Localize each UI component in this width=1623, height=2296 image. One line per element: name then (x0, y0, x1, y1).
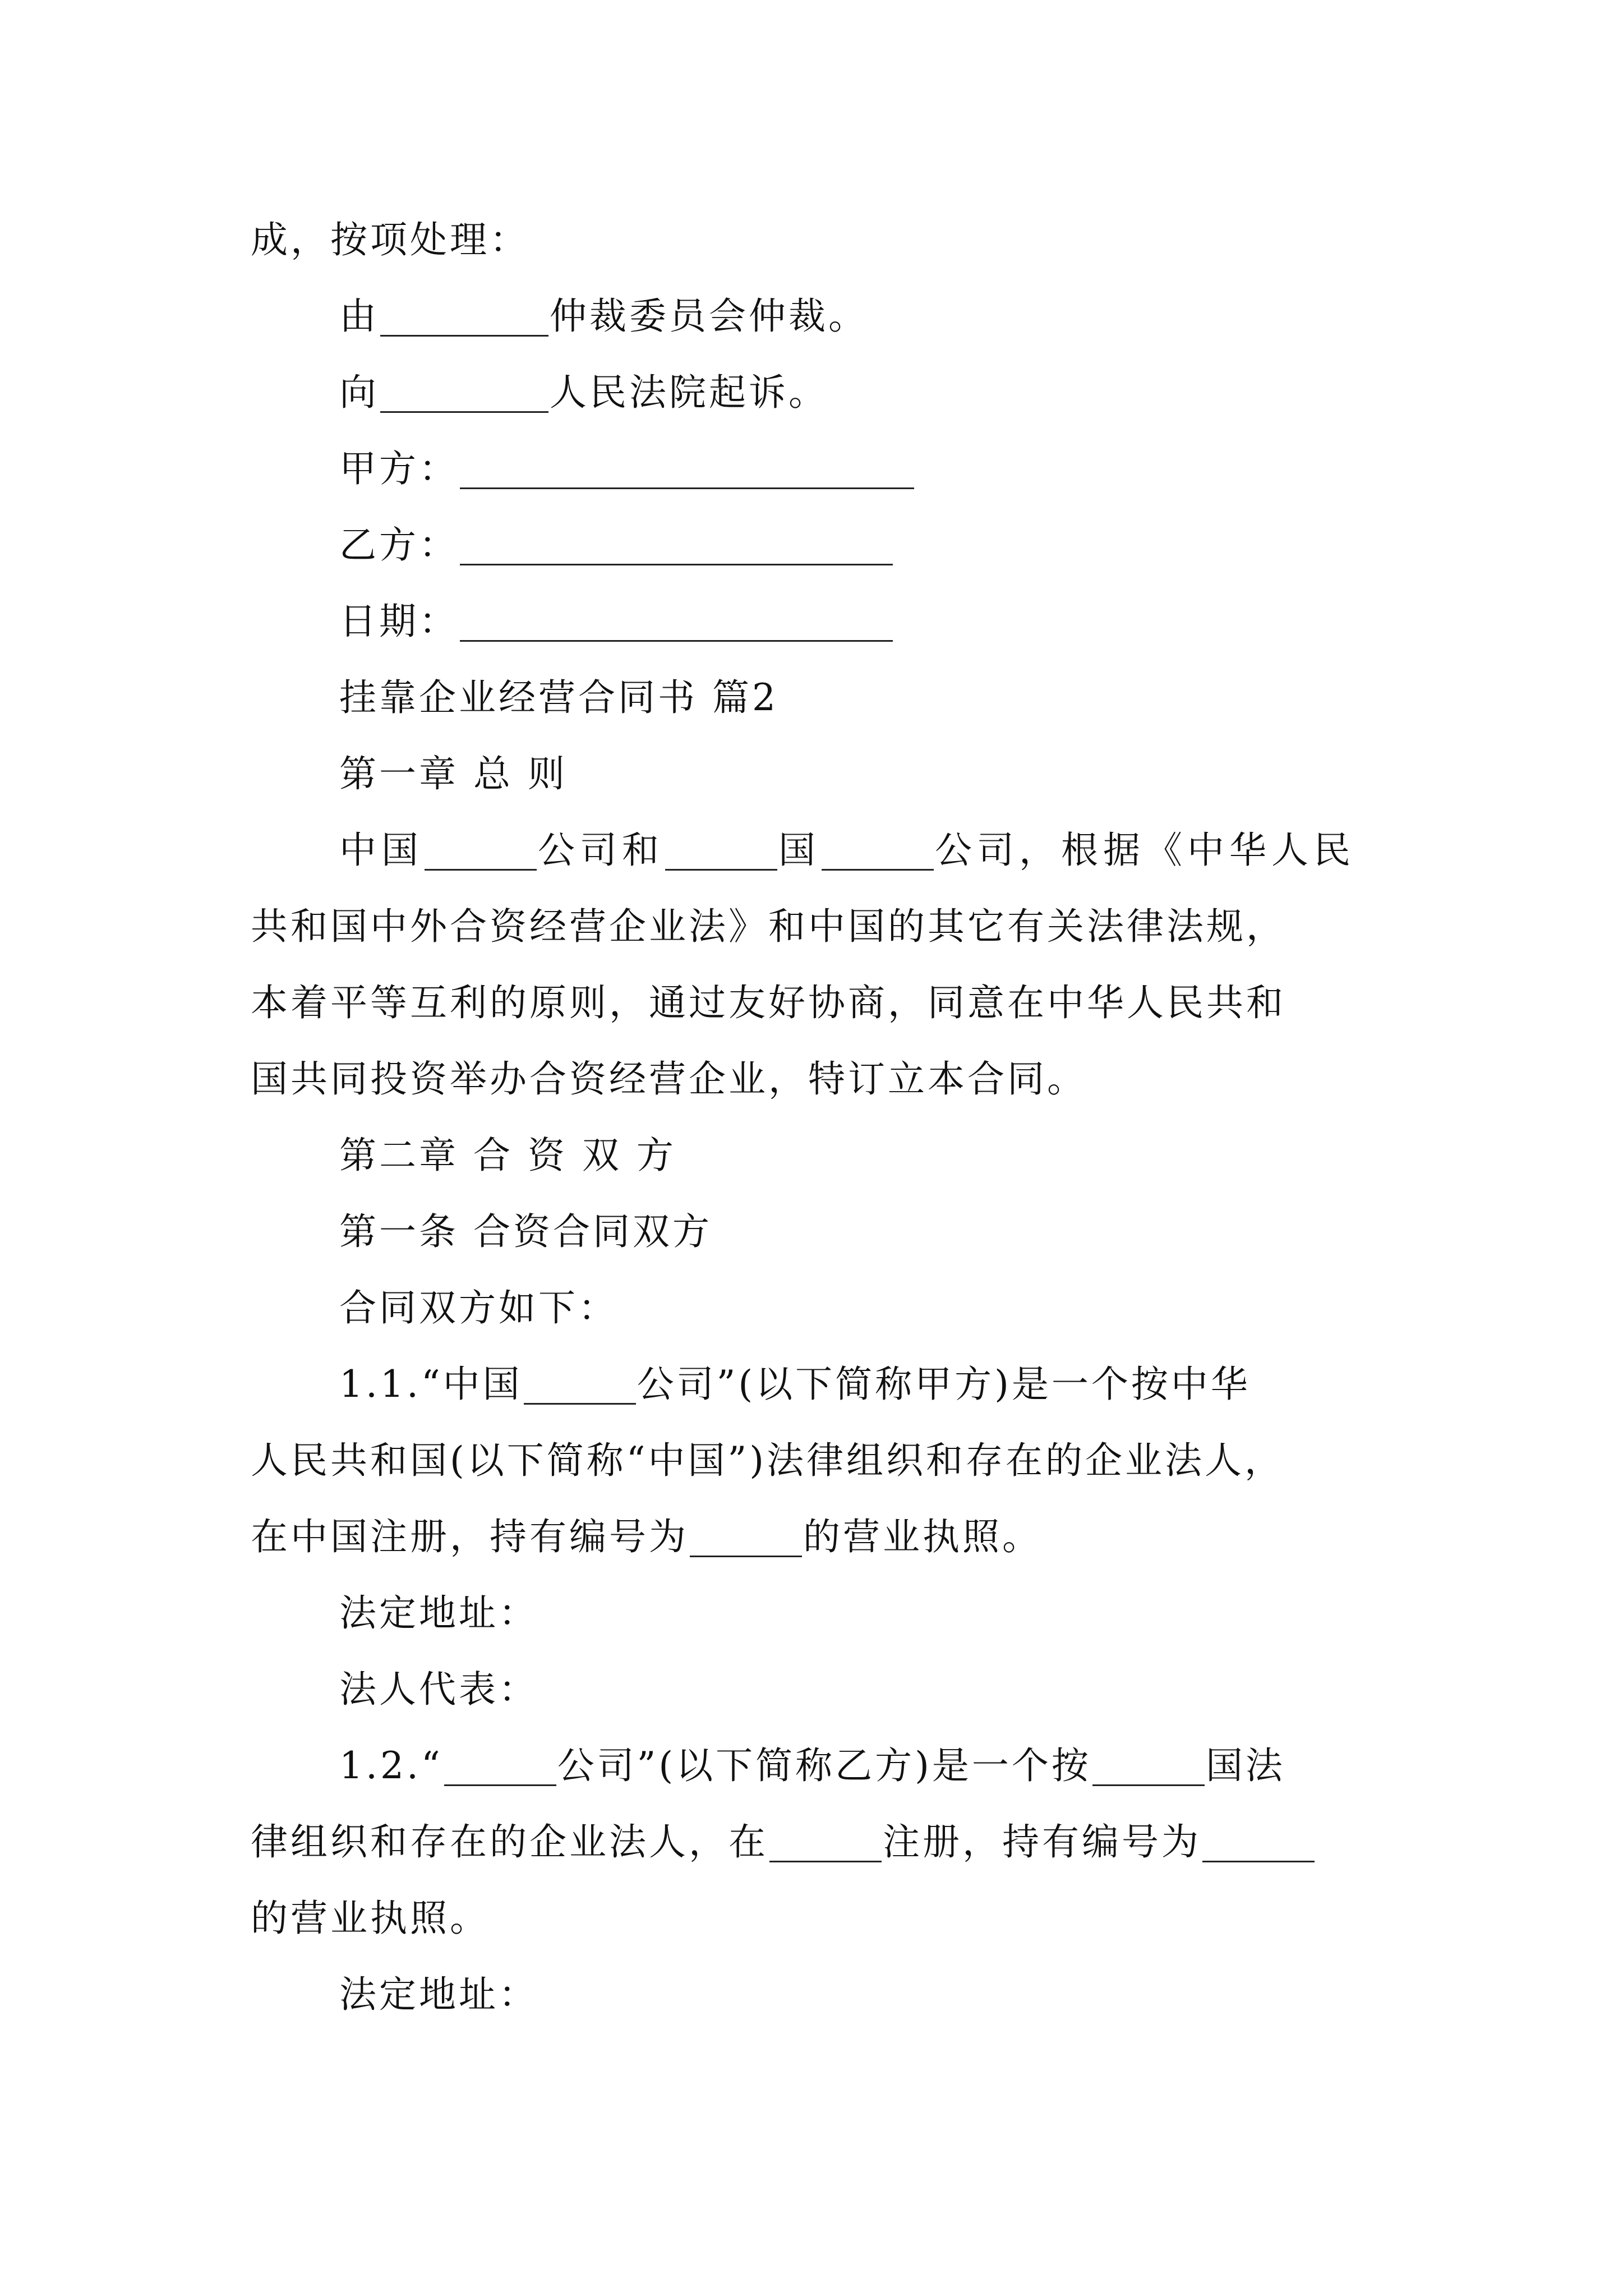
paragraph-line: 1.2.“ 公司”(以下简称乙方)是一个按 国法 (339, 1744, 1285, 1787)
paragraph-line: 国共同投资举办合资经营企业，特订立本合同。 (251, 1057, 1087, 1101)
field-label: 法定地址： (339, 1973, 538, 2016)
text-line: 成，按项处理： (251, 218, 529, 261)
chapter-heading: 第二章 合 资 双 方 (339, 1134, 676, 1177)
blank-line (1202, 1826, 1315, 1862)
article-heading: 第一条 合资合同双方 (339, 1210, 712, 1253)
section-heading: 挂靠企业经营合同书 篇2 (339, 676, 778, 719)
paragraph-line: 的营业执照。 (251, 1897, 490, 1940)
date-signature: 日期： (339, 599, 894, 644)
field-label: 法人代表： (339, 1668, 538, 1711)
paragraph-line: 律组织和存在的企业法人，在 注册，持有编号为 (251, 1820, 1316, 1865)
chapter-heading: 第一章 总 则 (339, 752, 568, 795)
court-clause: 向 人民法院起诉。 (339, 371, 828, 414)
party-b-signature: 乙方： (339, 523, 894, 568)
blank-line (769, 1826, 882, 1862)
blank-line (822, 834, 934, 871)
text-line: 合同双方如下： (339, 1286, 618, 1329)
blank-line (444, 1750, 556, 1786)
blank-line (1092, 1750, 1205, 1786)
party-a-signature: 甲方： (339, 447, 915, 491)
paragraph-line: 人民共和国(以下简称“中国”)法律组织和存在的企业法人， (251, 1439, 1284, 1482)
blank-line (460, 605, 893, 642)
blank-line (665, 834, 777, 871)
arbitration-clause: 由 仲裁委员会仲裁。 (339, 295, 868, 338)
blank-line (690, 1521, 802, 1557)
blank-line (460, 529, 893, 565)
blank-line (425, 834, 537, 871)
blank-line (380, 376, 548, 413)
blank-line (380, 300, 548, 337)
paragraph-line: 中国 公司和 国 公司，根据《中华人民 (339, 829, 1355, 872)
paragraph-line: 本着平等互利的原则，通过友好协商，同意在中华人民共和 (251, 981, 1286, 1024)
paragraph-line: 共和国中外合资经营企业法》和中国的其它有关法律法规， (251, 905, 1286, 948)
paragraph-line: 在中国注册，持有编号为 的营业执照。 (251, 1515, 1042, 1558)
blank-line (524, 1368, 636, 1405)
blank-line (460, 453, 914, 489)
field-label: 法定地址： (339, 1591, 538, 1635)
paragraph-line: 1.1.“中国 公司”(以下简称甲方)是一个按中华 (339, 1363, 1251, 1406)
